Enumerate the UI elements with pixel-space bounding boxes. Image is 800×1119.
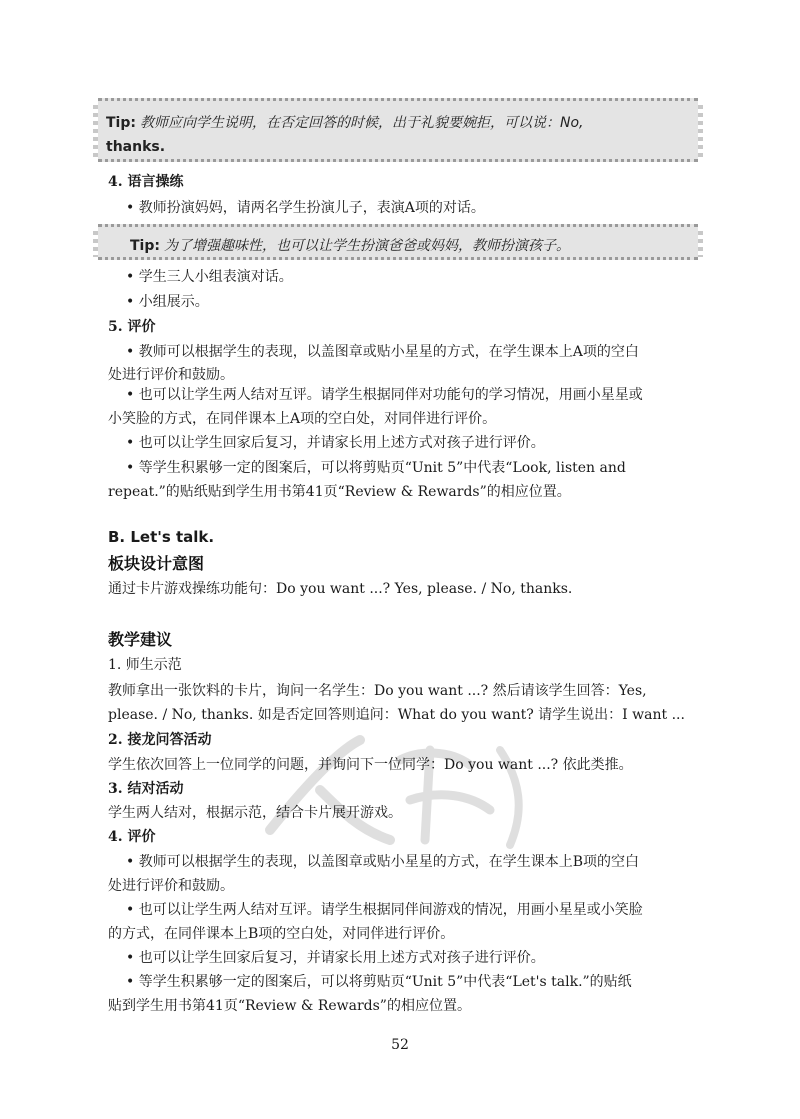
paragraph: 教师拿出一张饮料的卡片，询问一名学生：Do you want ...? 然后请该学生回答：Yes,: [108, 683, 647, 699]
step-title: 5. 评价: [108, 319, 156, 335]
paragraph: 学生两人结对，根据示范，结合卡片展开游戏。: [108, 805, 402, 821]
bullet-item: • 教师扮演妈妈，请两名学生扮演儿子，表演A项的对话。: [126, 200, 485, 216]
bullet-item: • 等学生积累够一定的图案后，可以将剪贴页“Unit 5”中代表“Let's talk.”的贴纸: [126, 974, 632, 990]
bullet-item: • 也可以让学生两人结对互评。请学生根据同伴间游戏的情况，用画小星星或小笑脸: [126, 902, 643, 918]
tip-label: Tip:: [130, 238, 160, 254]
bullet-continuation: 处进行评价和鼓励。: [108, 878, 234, 894]
bullet-item: • 教师可以根据学生的表现，以盖图章或贴小星星的方式，在学生课本上A项的空白: [126, 344, 639, 360]
step-title: 4. 语言操练: [108, 174, 184, 190]
bullet-continuation: 小笑脸的方式，在同伴课本上A项的空白处，对同伴进行评价。: [108, 411, 497, 427]
section-title: 教学建议: [108, 630, 173, 649]
bullet-item: • 等学生积累够一定的图案后，可以将剪贴页“Unit 5”中代表“Look, listen and: [126, 460, 626, 476]
section-heading: B. Let's talk.: [108, 528, 215, 546]
tip-box: [98, 224, 698, 260]
bullet-item: • 也可以让学生两人结对互评。请学生根据同伴对功能句的学习情况，用画小星星或: [126, 387, 643, 403]
tip-box: [98, 98, 698, 162]
bullet-continuation: 的方式，在同伴课本上B项的空白处，对同伴进行评价。: [108, 926, 455, 942]
paragraph: please. / No, thanks. 如是否定回答则追问：What do you want? 请学生说出：I want ...: [108, 707, 685, 723]
step-title: 2. 接龙问答活动: [108, 732, 212, 748]
section-title: 板块设计意图: [108, 554, 205, 573]
tip-text: Tip: 为了增强趣味性，也可以让学生扮演爸爸或妈妈，教师扮演孩子。: [130, 238, 570, 254]
bullet-item: • 也可以让学生回家后复习，并请家长用上述方式对孩子进行评价。: [126, 950, 545, 966]
step-title: 1. 师生示范: [108, 657, 182, 673]
bullet-item: • 教师可以根据学生的表现，以盖图章或贴小星星的方式，在学生课本上B项的空白: [126, 854, 639, 870]
tip-label: Tip:: [106, 115, 136, 131]
step-title: 3. 结对活动: [108, 781, 184, 797]
paragraph: 学生依次回答上一位同学的问题，并询问下一位同学：Do you want ...? 依此类推。: [108, 757, 633, 773]
bullet-item: • 也可以让学生回家后复习，并请家长用上述方式对孩子进行评价。: [126, 435, 545, 451]
tip-text: Tip: 教师应向学生说明，在否定回答的时候，出于礼貌要婉拒，可以说：No, thanks.: [106, 115, 584, 155]
page-number: 52: [391, 1037, 409, 1053]
bullet-item: • 学生三人小组表演对话。: [126, 269, 293, 285]
bullet-continuation: 贴到学生用书第41页“Review & Rewards”的相应位置。: [108, 998, 471, 1014]
bullet-continuation: repeat.”的贴纸贴到学生用书第41页“Review & Rewards”的相应位置。: [108, 484, 571, 500]
step-title: 4. 评价: [108, 829, 156, 845]
bullet-continuation: 处进行评价和鼓励。: [108, 367, 234, 383]
paragraph: 通过卡片游戏操练功能句：Do you want ...? Yes, please. / No, thanks.: [108, 581, 573, 597]
bullet-item: • 小组展示。: [126, 294, 209, 310]
